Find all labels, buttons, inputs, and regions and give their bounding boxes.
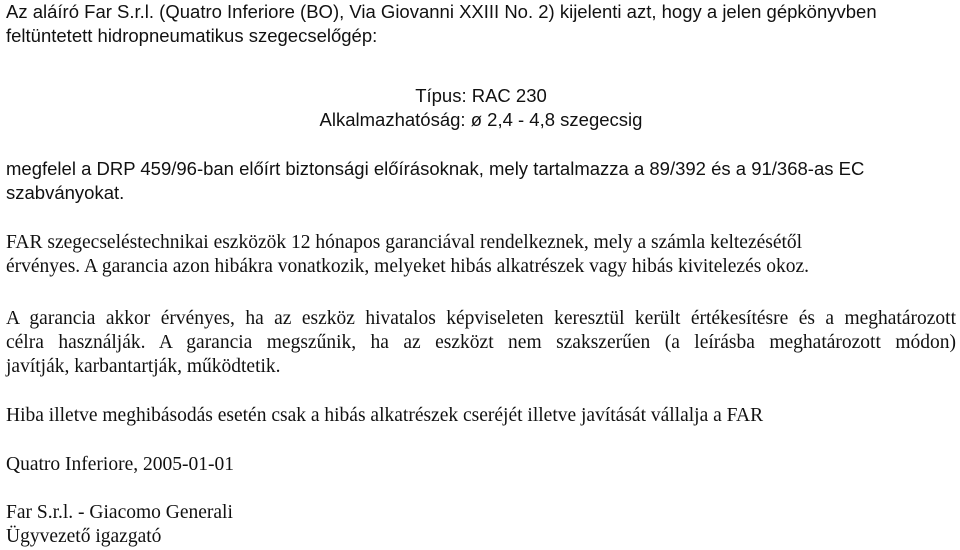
spec-applicability: Alkalmazhatóság: ø 2,4 - 4,8 szegecsig bbox=[319, 109, 643, 130]
conformity-line-1: megfelel a DRP 459/96-ban előírt biztonsági előírásoknak, mely tartalmazza a 89/392 és a 91/368-as EC bbox=[6, 158, 865, 179]
validity-line-2: célra használják. A garancia megszűnik, ha az eszközt nem szakszerűen (a leírásba meghatározott módon) bbox=[6, 332, 956, 353]
place-date-text: Quatro Inferiore, 2005-01-01 bbox=[6, 454, 234, 475]
declaration-line-1: Az aláíró Far S.r.l. (Quatro Inferiore (BO), Via Giovanni XXIII No. 2) kijelenti azt, hogy a jelen gépkönyvben bbox=[6, 1, 877, 22]
declaration-line-2: feltüntetett hidropneumatikus szegecselőgép: bbox=[6, 25, 378, 46]
validity-paragraph bbox=[6, 307, 956, 379]
declaration-intro bbox=[6, 0, 956, 48]
repair-line: Hiba illetve meghibásodás esetén csak a hibás alkatrészek cseréjét illetve javítását vállalja a FAR bbox=[6, 405, 764, 426]
place-date bbox=[6, 453, 956, 477]
signature-name: Far S.r.l. - Giacomo Generali bbox=[6, 502, 233, 523]
warranty-paragraph bbox=[6, 231, 956, 279]
signature-block bbox=[6, 501, 956, 549]
conformity-paragraph bbox=[6, 157, 956, 205]
validity-line-3: javítják, karbantartják, működtetik. bbox=[6, 356, 281, 377]
warranty-line-2: érvényes. A garancia azon hibákra vonatkozik, melyeket hibás alkatrészek vagy hibás kivitelezés okoz. bbox=[6, 256, 809, 277]
spec-type: Típus: RAC 230 bbox=[415, 85, 547, 106]
machine-spec bbox=[6, 84, 956, 132]
signature-role: Ügyvezető igazgató bbox=[6, 526, 162, 547]
validity-line-1: A garancia akkor érvényes, ha az eszköz hivatalos képviseleten keresztül került értékesítésre és a meghatározott bbox=[6, 308, 956, 329]
conformity-line-2: szabványokat. bbox=[6, 182, 125, 203]
repair-paragraph bbox=[6, 404, 956, 428]
warranty-line-1: FAR szegecseléstechnikai eszközök 12 hónapos garanciával rendelkeznek, mely a számla keltezésétől bbox=[6, 232, 803, 253]
